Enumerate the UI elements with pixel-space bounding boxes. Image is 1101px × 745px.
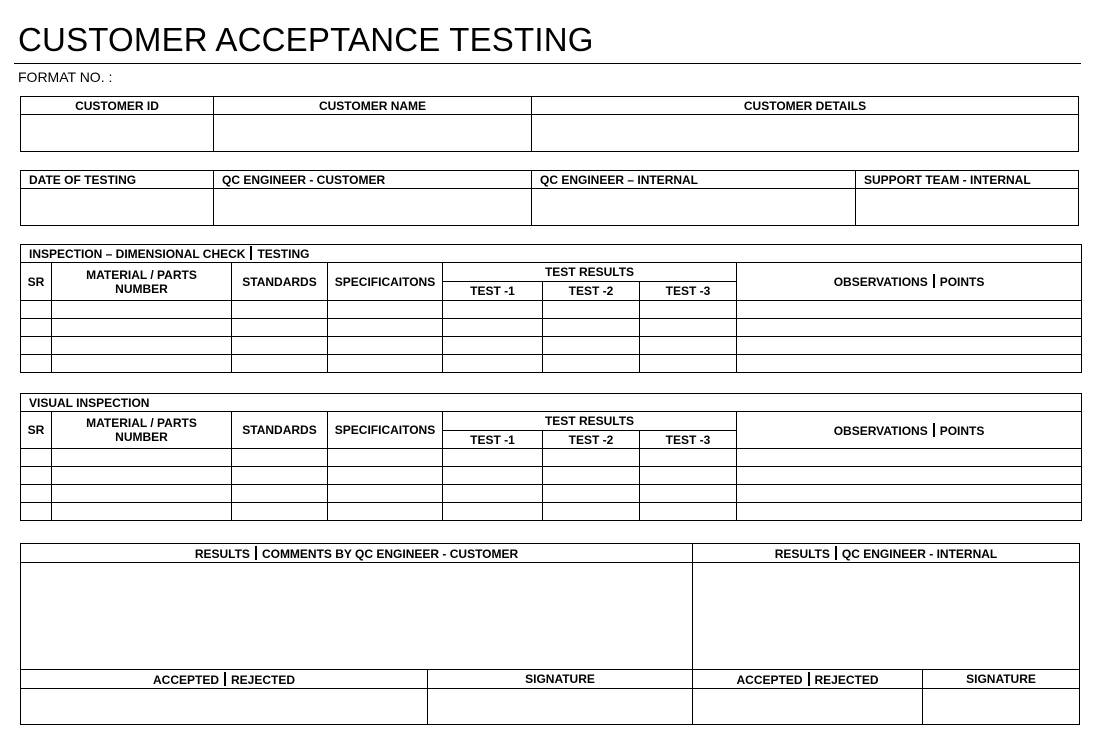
accepted-text: ACCEPTED [152,672,219,687]
standards-cell[interactable] [232,319,328,337]
sr-cell[interactable] [21,449,52,467]
observations-cell[interactable] [737,485,1082,503]
material-cell[interactable] [52,337,232,355]
table-row [21,319,1082,337]
points-text: POINTS [939,275,985,289]
qc-engineer-customer-header: QC ENGINEER - CUSTOMER [214,171,532,189]
sr-cell[interactable] [21,301,52,319]
separator-bar [250,246,252,260]
standards-cell[interactable] [232,301,328,319]
sr-cell[interactable] [21,467,52,485]
support-team-internal-field[interactable] [856,189,1079,226]
material-cell[interactable] [52,319,232,337]
test-1-cell[interactable] [443,467,543,485]
separator-bar [933,423,935,437]
sr-header: SR [21,412,52,449]
customer-id-field[interactable] [21,115,214,152]
specifications-cell[interactable] [328,337,443,355]
customer-accepted-rejected-header [21,670,428,689]
testing-title-text: TESTING [257,247,310,261]
material-parts-header [52,263,232,301]
internal-signature-field[interactable] [923,689,1080,725]
separator-bar [835,546,837,560]
test-2-cell[interactable] [543,503,640,521]
results-text: RESULTS [774,546,830,561]
sr-cell[interactable] [21,337,52,355]
test-2-cell[interactable] [543,301,640,319]
customer-name-field[interactable] [214,115,532,152]
observations-cell[interactable] [737,319,1082,337]
dimensional-title-text: INSPECTION – DIMENSIONAL CHECK [29,247,246,261]
test-3-cell[interactable] [640,485,737,503]
observations-text: OBSERVATIONS [833,275,928,289]
test-1-cell[interactable] [443,503,543,521]
observations-text: OBSERVATIONS [833,423,928,438]
rejected-text: REJECTED [231,672,296,687]
test-1-header: TEST -1 [443,431,543,449]
customer-name-header: CUSTOMER NAME [214,97,532,115]
test-2-header: TEST -2 [543,282,640,301]
comments-by-qc-customer-text: COMMENTS BY QC ENGINEER - CUSTOMER [261,546,519,561]
observations-cell[interactable] [737,355,1082,373]
material-header-line1: MATERIAL / PARTS [86,416,197,430]
test-2-cell[interactable] [543,467,640,485]
accepted-text: ACCEPTED [736,672,803,687]
test-1-header: TEST -1 [443,282,543,301]
customer-details-header: CUSTOMER DETAILS [532,97,1079,115]
sr-cell[interactable] [21,355,52,373]
table-row [21,503,1082,521]
customer-details-field[interactable] [532,115,1079,152]
standards-header: STANDARDS [232,263,328,301]
observations-points-header [737,412,1082,449]
table-row [21,337,1082,355]
internal-results-header [693,544,1080,563]
internal-comments-field[interactable] [693,563,1080,670]
customer-info-table [20,96,1079,152]
results-table [20,543,1080,725]
sr-header: SR [21,263,52,301]
dimensional-check-table [20,244,1082,373]
material-header-line2: NUMBER [115,430,168,444]
test-3-cell[interactable] [640,503,737,521]
specifications-cell[interactable] [328,355,443,373]
test-3-cell[interactable] [640,467,737,485]
material-header-line1: MATERIAL / PARTS [86,267,197,282]
test-3-cell[interactable] [640,355,737,373]
test-3-cell[interactable] [640,449,737,467]
specifications-cell[interactable] [328,503,443,521]
title-divider [14,63,1081,64]
material-cell[interactable] [52,355,232,373]
material-cell[interactable] [52,503,232,521]
test-3-header: TEST -3 [640,431,737,449]
sr-cell[interactable] [21,503,52,521]
test-results-header: TEST RESULTS [443,412,737,431]
observations-cell[interactable] [737,337,1082,355]
test-3-cell[interactable] [640,319,737,337]
test-3-cell[interactable] [640,337,737,355]
visual-inspection-title: VISUAL INSPECTION [21,394,1082,412]
test-1-cell[interactable] [443,485,543,503]
standards-cell[interactable] [232,503,328,521]
test-2-cell[interactable] [543,485,640,503]
customer-id-header: CUSTOMER ID [21,97,214,115]
standards-cell[interactable] [232,449,328,467]
date-of-testing-field[interactable] [21,189,214,226]
test-3-header: TEST -3 [640,282,737,301]
testing-info-table [20,170,1079,226]
sr-cell[interactable] [21,319,52,337]
support-team-internal-header: SUPPORT TEAM - INTERNAL [856,171,1079,189]
test-1-cell[interactable] [443,337,543,355]
test-1-cell[interactable] [443,449,543,467]
document-title: CUSTOMER ACCEPTANCE TESTING [18,21,594,58]
separator-bar [808,672,810,686]
points-text: POINTS [939,423,985,438]
visual-inspection-table [20,393,1082,521]
material-cell[interactable] [52,301,232,319]
standards-header: STANDARDS [232,412,328,449]
specifications-cell[interactable] [328,467,443,485]
separator-bar [255,546,257,560]
material-cell[interactable] [52,449,232,467]
results-text: RESULTS [194,546,250,561]
standards-cell[interactable] [232,355,328,373]
material-cell[interactable] [52,485,232,503]
customer-results-header [21,544,693,563]
separator-bar [933,274,935,288]
observations-cell[interactable] [737,301,1082,319]
specifications-cell[interactable] [328,485,443,503]
dimensional-check-title [21,245,1082,263]
test-2-header: TEST -2 [543,431,640,449]
standards-cell[interactable] [232,485,328,503]
test-1-cell[interactable] [443,319,543,337]
specifications-cell[interactable] [328,319,443,337]
format-number-label: FORMAT NO. : [18,69,113,85]
material-cell[interactable] [52,467,232,485]
customer-accepted-rejected-field[interactable] [21,689,428,725]
qc-engineer-customer-field[interactable] [214,189,532,226]
specifications-cell[interactable] [328,449,443,467]
qc-engineer-internal-header: QC ENGINEER – INTERNAL [532,171,856,189]
internal-signature-header: SIGNATURE [923,670,1080,689]
test-2-cell[interactable] [543,449,640,467]
observations-cell[interactable] [737,467,1082,485]
table-row [21,449,1082,467]
observations-cell[interactable] [737,503,1082,521]
test-1-cell[interactable] [443,301,543,319]
specifications-header: SPECIFICAITONS [328,412,443,449]
specifications-cell[interactable] [328,301,443,319]
test-2-cell[interactable] [543,355,640,373]
table-row [21,485,1082,503]
observations-cell[interactable] [737,449,1082,467]
customer-signature-field[interactable] [428,689,693,725]
specifications-header: SPECIFICAITONS [328,263,443,301]
internal-accepted-rejected-header [693,670,923,689]
customer-signature-header: SIGNATURE [428,670,693,689]
standards-cell[interactable] [232,467,328,485]
material-header-line2: NUMBER [115,281,168,296]
internal-accepted-rejected-field[interactable] [693,689,923,725]
material-parts-header [52,412,232,449]
table-row [21,301,1082,319]
customer-comments-field[interactable] [21,563,693,670]
table-row [21,467,1082,485]
qc-engineer-internal-field[interactable] [532,189,856,226]
qc-engineer-internal-text: QC ENGINEER - INTERNAL [841,546,998,561]
test-3-cell[interactable] [640,301,737,319]
standards-cell[interactable] [232,337,328,355]
rejected-text: REJECTED [814,672,879,687]
sr-cell[interactable] [21,485,52,503]
separator-bar [224,672,226,686]
test-results-header: TEST RESULTS [443,263,737,282]
test-2-cell[interactable] [543,337,640,355]
date-of-testing-header: DATE OF TESTING [21,171,214,189]
test-1-cell[interactable] [443,355,543,373]
observations-points-header [737,263,1082,301]
table-row [21,355,1082,373]
test-2-cell[interactable] [543,319,640,337]
